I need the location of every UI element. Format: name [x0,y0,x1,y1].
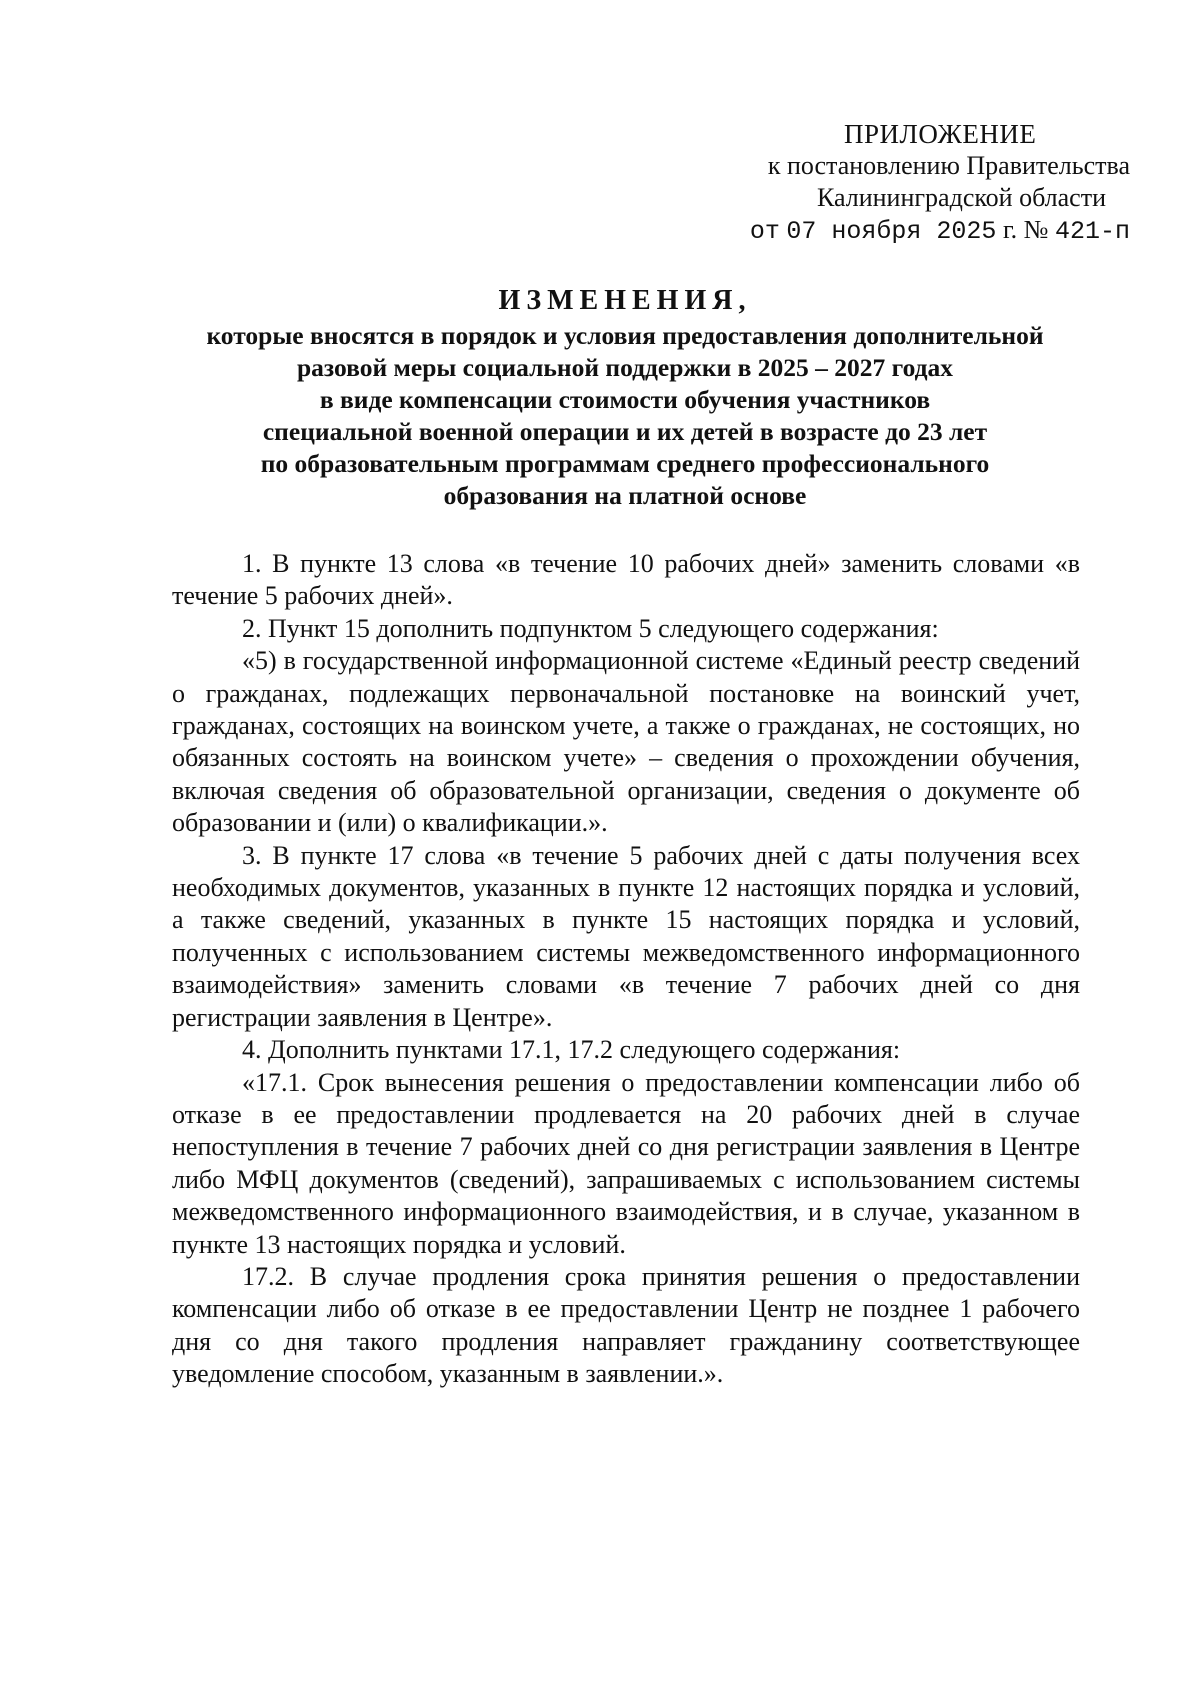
paragraph: 1. В пункте 13 слова «в течение 10 рабочих дней» заменить словами «в течение 5 рабочих дней». [172,549,1080,611]
document-body [172,548,1080,1391]
appendix-resolution-line: к постановлению Правительства [767,151,1130,180]
heading-line: в виде компенсации стоимости обучения участников [319,385,931,414]
heading-line: образования на платной основе [443,481,807,510]
paragraph: «5) в государственной информационной системе «Единый реестр сведений о гражданах, подлежащих первоначальной постановке на воинский учет, гражданах, состоящих на воинском учете, а также о гражданах, не состоящих, но обязанных состоять на воинском учете» – сведения о прохождении обучения, включая сведения об образовательной организации, сведения о документе об образовании и (или) о квалификации.». [172,646,1080,838]
heading-line: специальной военной операции и их детей в возрасте до 23 лет [262,417,988,446]
heading-title: ИЗМЕНЕНИЯ, [498,285,752,316]
paragraph: 3. В пункте 17 слова «в течение 5 рабочих дней с даты получения всех необходимых документов, указанных в пункте 12 настоящих порядка и условий, а также сведений, указанных в пункте 15 настоящих порядка и условий, полученных с использованием системы межведомственного информационного взаимодействия» заменить словами «в течение 7 рабочих дней со дня регистрации заявления в Центре». [172,840,1080,1032]
date-suffix: г. № [1002,215,1049,244]
appendix-block [700,118,1130,248]
heading-line: по образовательным программам среднего профессионального [260,449,990,478]
heading-line: разовой меры социальной поддержки в 2025 – 2027 годах [296,353,954,382]
appendix-title: ПРИЛОЖЕНИЕ [844,119,1037,149]
document-number: 421-п [1054,217,1130,246]
appendix-date-line [680,214,1130,248]
appendix-region-line: Калининградской области [816,183,1106,212]
paragraph: 17.2. В случае продления срока принятия решения о предоставлении компенсации либо об отказе в ее предоставлении Центр не позднее 1 рабочего дня со дня такого продления направляет гражданину соответствующее уведомление способом, указанным в заявлении.». [172,1261,1080,1389]
date-prefix: от [749,217,780,246]
paragraph: 2. Пункт 15 дополнить подпунктом 5 следующего содержания: [242,613,939,643]
paragraph: 4. Дополнить пунктами 17.1, 17.2 следующего содержания: [242,1035,901,1065]
document-heading [160,282,1090,512]
date-value: 07 ноября 2025 [786,217,997,246]
heading-line: которые вносятся в порядок и условия предоставления дополнительной [206,321,1044,350]
paragraph: «17.1. Срок вынесения решения о предоставлении компенсации либо об отказе в ее предоставлении продлевается на 20 рабочих дней в случае непоступления в течение 7 рабочих дней со дня регистрации заявления в Центре либо МФЦ документов (сведений), запрашиваемых с использованием системы межведомственного информационного взаимодействия, и в случае, указанном в пункте 13 настоящих порядка и условий. [172,1067,1080,1259]
